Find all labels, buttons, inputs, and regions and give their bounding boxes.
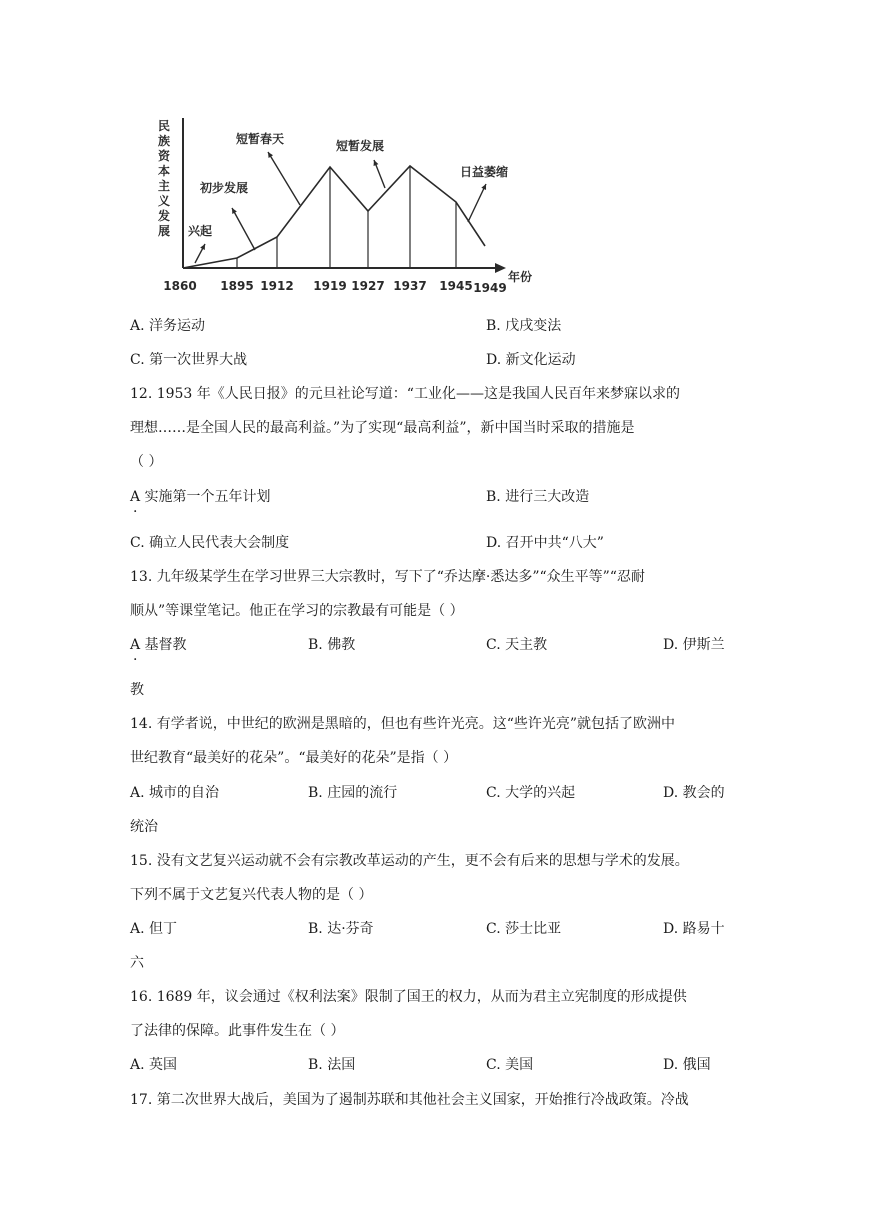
- q12-dot-mark: ·: [133, 504, 138, 520]
- chart-svg: [150, 110, 540, 305]
- x-tick-label-1860: 1860: [163, 279, 197, 293]
- x-tick-label-1937: 1937: [393, 279, 427, 293]
- q15-stem-line1: 15. 没有文艺复兴运动就不会有宗教改革运动的产生，更不会有后来的思想与学术的发展。: [130, 853, 689, 869]
- q14-option-d-continued: 统治: [130, 819, 158, 835]
- x-tick-label-1919: 1919: [313, 279, 347, 293]
- x-tick-labels: [163, 279, 506, 295]
- q15-option-a[interactable]: A. 但丁: [130, 921, 178, 937]
- annotation-5: 日益萎缩: [460, 165, 509, 179]
- x-axis-label-group: [508, 269, 532, 284]
- q13-dot-mark: ·: [133, 652, 138, 668]
- q15-stem-line2: 下列不属于文艺复兴代表人物的是（ ）: [130, 887, 373, 903]
- x-axis-label: 年份: [508, 270, 533, 284]
- x-axis-arrow: [495, 263, 506, 273]
- q16-option-d[interactable]: D. 俄国: [663, 1057, 711, 1073]
- y-axis-label-char: 资: [157, 149, 171, 163]
- x-tick-label-1912: 1912: [260, 279, 294, 293]
- y-axis-label-char: 发: [157, 209, 171, 223]
- q12-stem-line3: （ ）: [130, 454, 163, 470]
- y-axis-label-char: 主: [157, 179, 171, 193]
- q16-option-b[interactable]: B. 法国: [308, 1057, 356, 1073]
- y-axis-label-char: 展: [157, 224, 171, 238]
- x-tick-label-1895: 1895: [220, 279, 254, 293]
- q14-option-b[interactable]: B. 庄园的流行: [308, 785, 398, 801]
- annotation-arrow-2: [232, 208, 255, 250]
- q12-option-a[interactable]: A 实施第一个五年计划: [130, 489, 271, 505]
- q11-option-d[interactable]: D. 新文化运动: [486, 352, 576, 368]
- q11-option-a[interactable]: A. 洋务运动: [130, 318, 206, 334]
- q16-option-c[interactable]: C. 美国: [486, 1057, 534, 1073]
- q14-stem-line1: 14. 有学者说，中世纪的欧洲是黑暗的，但也有些许光亮。这“些许光亮”就包括了欧洲中: [130, 716, 676, 732]
- q13-stem-line2: 顺从”等课堂笔记。他正在学习的宗教最有可能是（ ）: [130, 603, 464, 619]
- q11-option-c[interactable]: C. 第一次世界大战: [130, 352, 248, 368]
- x-tick-label-1927: 1927: [351, 279, 385, 293]
- q15-option-d-continued: 六: [130, 955, 144, 971]
- q15-option-b[interactable]: B. 达·芬奇: [308, 921, 374, 937]
- annotation-arrow-5: [468, 184, 486, 222]
- y-axis-label-char: 民: [157, 119, 171, 133]
- q14-stem-line2: 世纪教育“最美好的花朵”。“最美好的花朵”是指（ ）: [130, 750, 458, 766]
- q13-option-a[interactable]: A 基督教: [130, 637, 187, 653]
- capitalism-development-chart: [150, 110, 540, 305]
- q12-stem-line1: 12. 1953 年《人民日报》的元旦社论写道：“工业化——这是我国人民百年来梦寐以求的: [130, 386, 680, 402]
- annotation-3: 短暂春天: [236, 132, 285, 146]
- q12-option-b[interactable]: B. 进行三大改造: [486, 489, 590, 505]
- q12-option-c[interactable]: C. 确立人民代表大会制度: [130, 535, 290, 551]
- q16-stem-line2: 了法律的保障。此事件发生在（ ）: [130, 1023, 345, 1039]
- vertical-drop-lines: [237, 166, 456, 268]
- q13-option-c[interactable]: C. 天主教: [486, 637, 548, 653]
- y-axis-label-char: 族: [157, 134, 171, 148]
- q17-stem-line1: 17. 第二次世界大战后，美国为了遏制苏联和其他社会主义国家，开始推行冷战政策。冷战: [130, 1092, 689, 1108]
- q13-option-b[interactable]: B. 佛教: [308, 637, 356, 653]
- q15-option-c[interactable]: C. 莎士比亚: [486, 921, 562, 937]
- y-axis-label-char: 义: [157, 194, 171, 208]
- annotations: [188, 131, 508, 263]
- q13-stem-line1: 13. 九年级某学生在学习世界三大宗教时，写下了“乔达摩·悉达多”“众生平等”“忍耐: [130, 569, 645, 585]
- q14-option-d[interactable]: D. 教会的: [663, 785, 725, 801]
- annotation-2: 初步发展: [200, 181, 249, 195]
- q12-stem-line2: 理想……是全国人民的最高利益。”为了实现“最高利益”，新中国当时采取的措施是: [130, 420, 635, 436]
- y-axis-label-char: 本: [157, 164, 171, 178]
- q16-option-a[interactable]: A. 英国: [130, 1057, 178, 1073]
- x-tick-label-1945: 1945: [439, 279, 473, 293]
- q12-option-d[interactable]: D. 召开中共“八大”: [486, 535, 604, 551]
- q15-option-d[interactable]: D. 路易十: [663, 921, 725, 937]
- q11-option-b[interactable]: B. 戊戌变法: [486, 318, 562, 334]
- q13-option-d[interactable]: D. 伊斯兰: [663, 637, 725, 653]
- x-tick-label-1949: 1949: [473, 281, 507, 295]
- annotation-1: 兴起: [188, 224, 213, 238]
- annotation-4: 短暂发展: [336, 139, 385, 153]
- annotation-arrow-3: [268, 152, 300, 205]
- q14-option-c[interactable]: C. 大学的兴起: [486, 785, 576, 801]
- q14-option-a[interactable]: A. 城市的自治: [130, 785, 220, 801]
- y-axis-label: [157, 119, 171, 238]
- q13-option-d-continued: 教: [130, 682, 144, 698]
- q16-stem-line1: 16. 1689 年，议会通过《权利法案》限制了国王的权力，从而为君主立宪制度的形成提供: [130, 989, 687, 1005]
